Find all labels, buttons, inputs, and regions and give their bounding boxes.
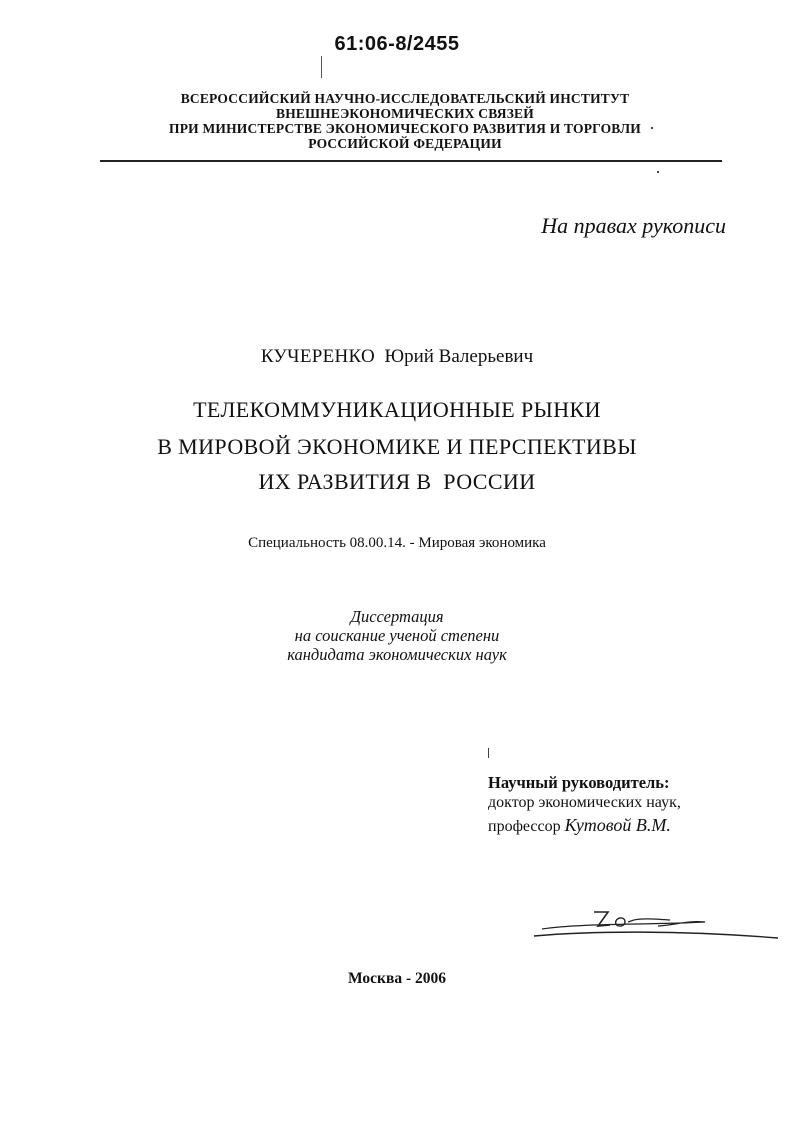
institution-line-4: РОССИЙСКОЙ ФЕДЕРАЦИИ [308, 136, 502, 151]
supervisor-title: Научный руководитель: [488, 773, 670, 792]
cut-mark [321, 56, 322, 78]
catalog-number: 61:06-8/2455 [334, 33, 460, 55]
city-year: Москва - 2006 [347, 970, 447, 987]
supervisor-line [488, 815, 671, 836]
author-given-names: Юрий Валерьевич [384, 346, 534, 367]
institution-line-2: ВНЕШНЕЭКОНОМИЧЕСКИХ СВЯЗЕЙ [276, 106, 534, 121]
author-name [0, 346, 794, 368]
specialty: Специальность 08.00.14. - Мировая экономика [248, 535, 546, 551]
scan-speck [651, 127, 653, 129]
institution-line-3: ПРИ МИНИСТЕРСТВЕ ЭКОНОМИЧЕСКОГО РАЗВИТИЯ И ТОРГОВЛИ [169, 121, 641, 136]
dissertation-line-3: кандидата экономических наук [287, 645, 507, 664]
thesis-title-line-3: ИХ РАЗВИТИЯ В РОССИИ [258, 469, 536, 494]
scan-speck [488, 748, 489, 758]
supervisor-rank: профессор [488, 818, 561, 835]
supervisor-name: Кутовой В.М. [564, 815, 671, 835]
scan-speck [657, 171, 659, 173]
handwritten-signature [530, 898, 780, 948]
supervisor-degree: доктор экономических наук, [488, 794, 681, 811]
dissertation-line-2: на соискание ученой степени [294, 626, 500, 645]
author-surname: КУЧЕРЕНКО [260, 346, 376, 367]
manuscript-note: На правах рукописи [541, 213, 726, 238]
thesis-title-line-1: ТЕЛЕКОММУНИКАЦИОННЫЕ РЫНКИ [193, 397, 601, 422]
header-rule [100, 160, 722, 162]
thesis-title-line-2: В МИРОВОЙ ЭКОНОМИКЕ И ПЕРСПЕКТИВЫ [157, 434, 637, 459]
dissertation-line-1: Диссертация [350, 607, 444, 626]
institution-line-1: ВСЕРОССИЙСКИЙ НАУЧНО-ИССЛЕДОВАТЕЛЬСКИЙ ИНСТИТУТ [180, 91, 630, 106]
